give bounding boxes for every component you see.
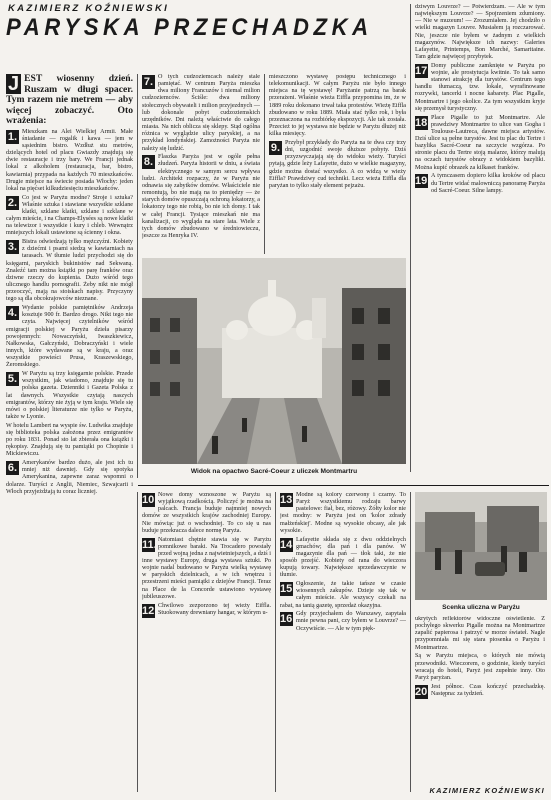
paragraph: [415, 4, 545, 61]
street-scene-illustration: [415, 492, 547, 600]
column-2: [142, 74, 260, 254]
column-3: [269, 74, 406, 254]
section-number: 16.: [280, 613, 296, 626]
paragraph: [6, 305, 133, 369]
section-number: 15.: [280, 583, 296, 596]
scene-caption: Scenka uliczna w Paryżu: [442, 604, 520, 611]
article-title: PARYSKA PRZECHADZKA: [6, 14, 373, 41]
paragraph: [415, 115, 545, 172]
column-rule: [410, 492, 411, 792]
paragraph-text: dziwym Louvrze? — Potwierdzam. — Ale w tym największym Louvrze? — Spojrzeniem zdumiony. — Nie w muzeum! — Zrozumiałem. Jej chodziło o wielki magazyn Louvre. Musiałem ją rozczarować. Nie, jeszcze nie byłem w żadnym z wielkich magazynów. Największe ich nazwy: Galeries Lafayette, Printemps, Bon Marché, Samaritaine. Tam gdzie najwięcej przybytek.: [415, 4, 545, 61]
paragraph: [415, 684, 545, 698]
paragraph: [415, 173, 545, 194]
paragraph: [6, 129, 133, 193]
street-scene-photo: [415, 492, 547, 600]
column-rule: [137, 492, 138, 792]
column-6: [280, 492, 406, 790]
section-number: 3.: [7, 241, 18, 254]
article-author: KAZIMIERZ KOŹNIEWSKI: [8, 3, 170, 14]
paragraph: [280, 537, 406, 580]
paragraph-text: Nowe domy wznoszone w Paryżu są wyjątkową rzadkością. Policzyć je można na palcach. Francja buduje najmniej nowych domów ze wszystkich krajów zachodniej Europy. Nie mówiąc już o wschodniej. To co się u nas buduje przekracza dalece normę Paryża.: [142, 492, 271, 534]
article-signature: KAZIMIERZ KOŹNIEWSKI: [429, 786, 545, 795]
section-number: 1.: [7, 130, 18, 143]
paragraph-text: Lafayette składa się z dwu oddzielnych gmachów; dla pań i dla panów. W magazynie dla pań — tłok taki, że nie sposób przejść. Kobiety od rana do wieczora kupują towary. Największe sprzedawczynie w tłumie.: [280, 536, 406, 579]
paragraph-text: Domy publiczne zamknięte w Paryżu po wojnie, ale prostytucja kwitnie. To tak samo stanowi atrakcję dla turystów. Centrum tego handlu tłumaczą, tzw. lokale, wyrafinowane rozrywki, tancerki i nocne kabarety. Plac Pigalle, Montmartre i jego okolice. Za tym wszystkim kryje się przemysł turystyczny.: [415, 62, 545, 112]
paragraph-text: Gdy przyjechałem do Warszawy, zapytała mnie pewna pani, czy byłem w Louvrze? — Oczywiście. — Ale w tym pięk-: [296, 611, 406, 632]
paragraph: [280, 492, 406, 535]
section-rule: [138, 485, 549, 486]
paragraph: [142, 492, 271, 535]
paragraph-text: W hotelu Lambert na wyspie św. Ludwika znajduje się biblioteka polska założona przez emigrantów po roku 1831. Ponad sto lat zbierała ona książki i rękopisy. Znajdują się tu pamiątki po Chopinie i Mickiewiczu.: [6, 422, 133, 458]
section-number: 6.: [7, 462, 18, 475]
paragraph: [142, 154, 260, 240]
section-number: 2.: [7, 196, 18, 209]
paragraph-text: Natomiast chętnie stawia się w Paryżu pomnikowe baraki. Na Trocadero powstały przed wojną jedna z najwietniejszych, a dziś i inne wystawy Europy, druga wystawa sztuki. Po wojnie nadal budowano w Paryżu wielką wystawę w paryskich dzielnicach, a w ich wnętrzu i przestrzeni mieści pamiątki z dziejów Francji. Teraz na Place de la Concorde ustawiono wystawę jubileuszowe.: [142, 536, 271, 600]
section-number: 12.: [142, 604, 158, 617]
paragraph-text: Przybył przykłady do Paryża na te dwa czy trzy dni, uzgodnić swoje dłuższe pobyty. Dziś przyzwyczajają się do widoku wieży. Turyści pytają, gdzie leży Lafayette, dużo w wielkie magazyny, gdzie można dostać wszystko. A co widzą w wieży Eiffla? Prawdziwy cud techniki. Lecz wieża Eiffla dla paryżan to tylko stały element pejzażu.: [269, 140, 406, 189]
paragraph: [6, 239, 133, 303]
section-number: 8.: [143, 156, 154, 169]
section-number: 20.: [415, 685, 431, 698]
paragraph-text: Place Pigalle to już Montmartre. Ale prawdziwy Montmartre to ulice van Gogha i Toulouse-Lautreca, dawne miejsca artystów. Dziś ulice są pełne turystów. Jest tu plac du Tertre i bazylika Sacré-Coeur na szczycie wzgórza. Po stronie placu du Tertre stoją malarze, którzy malują na oczach turystów obrazy z widokiem bazyliki. Można kupić obrazek za kilkaset franków.: [415, 114, 545, 171]
paragraph-text: A tymczasem dopiero kilka kroków od placu du Tertre widać malowniczą panoramę Paryża od Sacré-Coeur. Silne lampy.: [431, 173, 545, 194]
paragraph-text: Ogłoszenie, że takie tańsze w czasie wiosennych zakupów. Dzieje się tak w całym mieście. Ale wszyscy czekali na rabat, na tanią gazetę, sprzedaż okazyjna.: [280, 581, 406, 609]
column-rule: [275, 492, 276, 792]
paragraph: [269, 74, 406, 138]
paragraph: [415, 653, 545, 682]
column-7: [415, 616, 545, 782]
paragraph: [6, 371, 133, 421]
paragraph: [415, 616, 545, 652]
paragraph: [6, 460, 133, 496]
paragraph: [269, 140, 406, 190]
paragraph-text: Chwilowo zezporzono tej wieży Eiffla. Stuokowany drewniany hangar, w którym u-: [158, 602, 271, 616]
paragraph: [280, 581, 406, 610]
paragraph: [6, 423, 133, 459]
paragraph: [415, 63, 545, 113]
section-number: 13.: [280, 494, 296, 506]
section-number: 14.: [280, 538, 296, 551]
paragraph-text: Jest północ. Czas kończyć przechadzkę. Następna: za tydzień.: [431, 683, 545, 697]
section-number: 4.: [7, 307, 18, 320]
column-5: [142, 492, 271, 790]
section-number: 18.: [415, 116, 431, 129]
paragraph-text: Modne są kolory czerwony i czarny. To Paryż wszystkiemu rodzaju barwy pastelowe: fiał, bez, różowy. Żółty kolor nie jest modny: w Paryżu jest on 'kolor zdrady małżeńskiej'. Modne są wysokie obcasy, ale jak wysokie.: [280, 492, 406, 534]
paragraph-text: ukrytych reflektorów widoczne oświetlenie. Z pochyłego skwerku Pigalle można na Montmartrze zapalić papierosa i patrzyć w morze świateł. Nagle przypomniała mi się stara piosenka o Paryżu i Montmartrze.: [415, 616, 545, 651]
section-number: 19.: [415, 175, 431, 188]
paragraph-text: Amerykanów bardzo dużo, ale jest ich tu mniej niż dawniej. Gdy się spotyka Amerykanina, zapewne zaraz wspomni o dolarze. Turyści z Anglii, Niemiec, Szwajcarii i Włoch przyjeżdżają tu coraz liczniej.: [6, 460, 133, 495]
intro-paragraph: [6, 74, 133, 127]
paragraph: [142, 537, 271, 601]
section-number: 7.: [143, 76, 154, 88]
intro-text: EST wiosenny dzień. Ruszam w długi spacer. Tym razem nie metrem — aby więcej zobaczyć. Oto wrażenia:: [6, 74, 133, 127]
paragraph: [280, 611, 406, 632]
photo-caption: Widok na opactwo Sacré-Coeur z uliczek Montmartru: [190, 468, 358, 475]
column-rule: [137, 74, 138, 478]
section-number: 11.: [142, 538, 157, 551]
section-number: 10.: [142, 494, 158, 506]
paragraph: [142, 603, 271, 617]
paragraph-text: Flaszka Paryża jest w ogóle pełna złudzeń. Paryża historii w dniu, a świata elektrycznego w samym sercu wpływa ludzi. Architekt rozpaczy, że w Paryżu nie odnawia się zabytków domów. Właściciele nie remontują, bo nie mają na to pieniędzy — że starych domów opuszczają ochroną lokatorzy, a lokatorzy tego nie robią, bo nie ich domy. I tak w całej Francji. Tysiące mieszkań nie ma kanalizacji, co wygląda na stare lata. Wiele z tych domów zbudowano w średniowieczu, jeszcze za Henryka IV.: [142, 154, 260, 240]
column-rule: [410, 4, 411, 472]
paragraph-text: W Paryżu są trzy księgarnie polskie. Przede wszystkim, jak wiadomo, znajduje się tu polska gazeta. Dzienniki i Gazeta Polska z lat dawnych. Wszystkie czytają naszych emigrantów, którzy nie żyją w tym kraju. Wiele się mówi o polskiej literaturze nie tylko w Paryżu, także w Lyonie.: [6, 371, 133, 421]
section-number: 5.: [7, 373, 18, 386]
paragraph: [6, 195, 133, 238]
paragraph-text: Wydanie polskie pamiętników Andrzeja kosztuje 900 fr. Bardzo drogo. Nikt tego nie czyta. Najwięcej czytelników wśród emigracji polskiej w Paryżu dzieła pisarzy powojennych: Nowaczyński, Iwaszkiewicz, Nałkowska, Gałczyński, Dobraczyński i wiele innych, które wydawane są w kraju, a oraz wszystkie powieści Prusa, Kraszewskiego, Żeromskiego.: [6, 305, 133, 369]
section-number: 17.: [415, 64, 431, 77]
sacre-coeur-photo: [142, 258, 406, 464]
column-rule: [264, 74, 265, 254]
sacre-coeur-illustration: [142, 258, 406, 464]
section-number: 9.: [270, 142, 281, 154]
paragraph-text: Są w Paryżu miejsca, o których nie mówią przewodniki. Wieczorem, o godzinie, kiedy turyści wracają do hoteli, Paryż jest zupełnie inny. Oto Paryż paryżan.: [415, 653, 545, 681]
paragraph-text: Co jest w Paryżu modne? Stroje i sztuka? Właśnie sztuka i stawiane wszystkie szklane klatki, szklane klatki, szklane i szklane w całym mieście, i na Champs-Elysées są nowe klatki na telewizor i wszystkie i kury i chleb. Wewnątrz mniejszych lokali ustawione są ścienny i okna.: [6, 194, 133, 237]
paragraph-text: mieszczono wystawę postępu technicznego i telekomunikacji. W całym Paryżu nie było innego miejsca na tę wystawę! Paryżanie patrzą na barak przerażeni. Właśnie wieża Eiffla przypomina im, że w 1889 roku dokonano trwał taka protestów. Wieżę Eiffla zbudowano w roku 1889. Miała stać tylko rok, i była przeznaczona na rozbiórkę ekspozycji. Ale tak została. Przecież to jej wystawa nie będzie w Paryżu dłużej niż kilka miesięcy.: [269, 74, 406, 138]
column-4: [415, 4, 545, 472]
paragraph-text: Mieszkam na Alei Wielkiej Armii. Małe śniadanie — rogalik i kawa — jem w sąsiednim bistro. Wzdłuż stu metrów, dzielących hotel od placu Gwiazdy znajdują się dwie restauracje i trzy bary. We Francji jednak lokal z alkoholem (restauracja, bar, bistro, kawiarnia) przypada na każdych 70 mieszkańców. Drugie miejsce na świecie posiada Włochy: jeden lokal na pięćset kilkudziesięciu mieszkańców.: [6, 128, 133, 192]
drop-cap: J: [8, 74, 20, 95]
paragraph: [142, 74, 260, 153]
paragraph-text: O tych cudzoziemcach należy stale pamiętać. W centrum Paryża mieszka dwa miliony Francuzów i niemal milion cudzoziemców. Ściśle: dwa miliony stołecznych obywateli i milion przyjezdnych — lub dokonale pobyt cudzoziemskich urzędników. Dni należą właściwie do całego miasta. Na nich oblicza się sklepy. Stąd ogólna różnica w wyglądzie ulicy paryskiej, a na przykład londyńskiej. Zamożności Paryża nie należy się ludzić.: [142, 74, 260, 152]
column-1: [6, 74, 133, 790]
paragraph-text: Bistra odwiedzają tylko mężczyźni. Kobiety z dziećmi i psami siedzą w kawiarniach na tarasach. W tłumie ludzi przychodzi się do księgarni, paryskich bukinistów nad Sekwaną. Znaleźć tam można książki po parę franków oraz dziwne rzeczy do kupienia. Dużo wśród tego ulicznego handlu pornografii. Żeby nikt nie mógł przeoczyć, mają na stoiskach napisy. Przyczyny tego są dla obcokrajowców nieznane.: [6, 239, 133, 303]
